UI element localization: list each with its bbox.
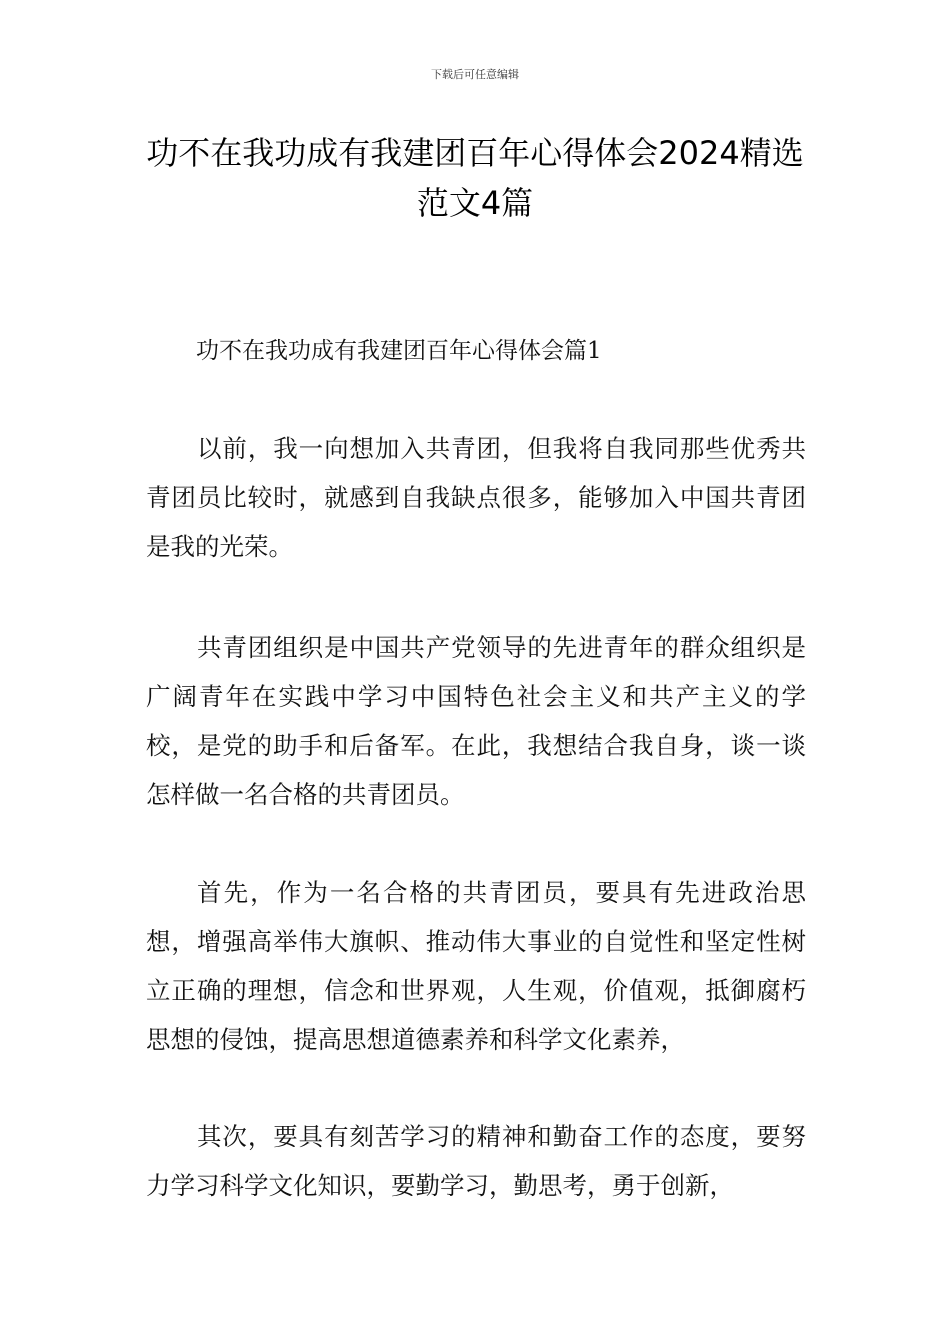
- body-paragraph: 其次，要具有刻苦学习的精神和勤奋工作的态度，要努力学习科学文化知识，要勤学习，勤思考，勇于创新，: [146, 1122, 806, 1200]
- header-note: 下载后可任意编辑: [431, 68, 519, 81]
- document-title: 功不在我功成有我建团百年心得体会2024精选范文4篇: [146, 134, 804, 222]
- body-paragraph: 以前，我一向想加入共青团，但我将自我同那些优秀共青团员比较时，就感到自我缺点很多，能够加入中国共青团是我的光荣。: [146, 434, 806, 561]
- section-heading: 功不在我功成有我建团百年心得体会篇1: [196, 338, 602, 364]
- body-paragraph: 共青团组织是中国共产党领导的先进青年的群众组织是广阔青年在实践中学习中国特色社会主义和共产主义的学校，是党的助手和后备军。在此，我想结合我自身，谈一谈怎样做一名合格的共青团员。: [146, 633, 806, 809]
- body-paragraph: 首先，作为一名合格的共青团员，要具有先进政治思想，增强高举伟大旗帜、推动伟大事业的自觉性和坚定性树立正确的理想，信念和世界观，人生观，价值观，抵御腐朽思想的侵蚀，提高思想道德素养和科学文化素养，: [146, 878, 806, 1054]
